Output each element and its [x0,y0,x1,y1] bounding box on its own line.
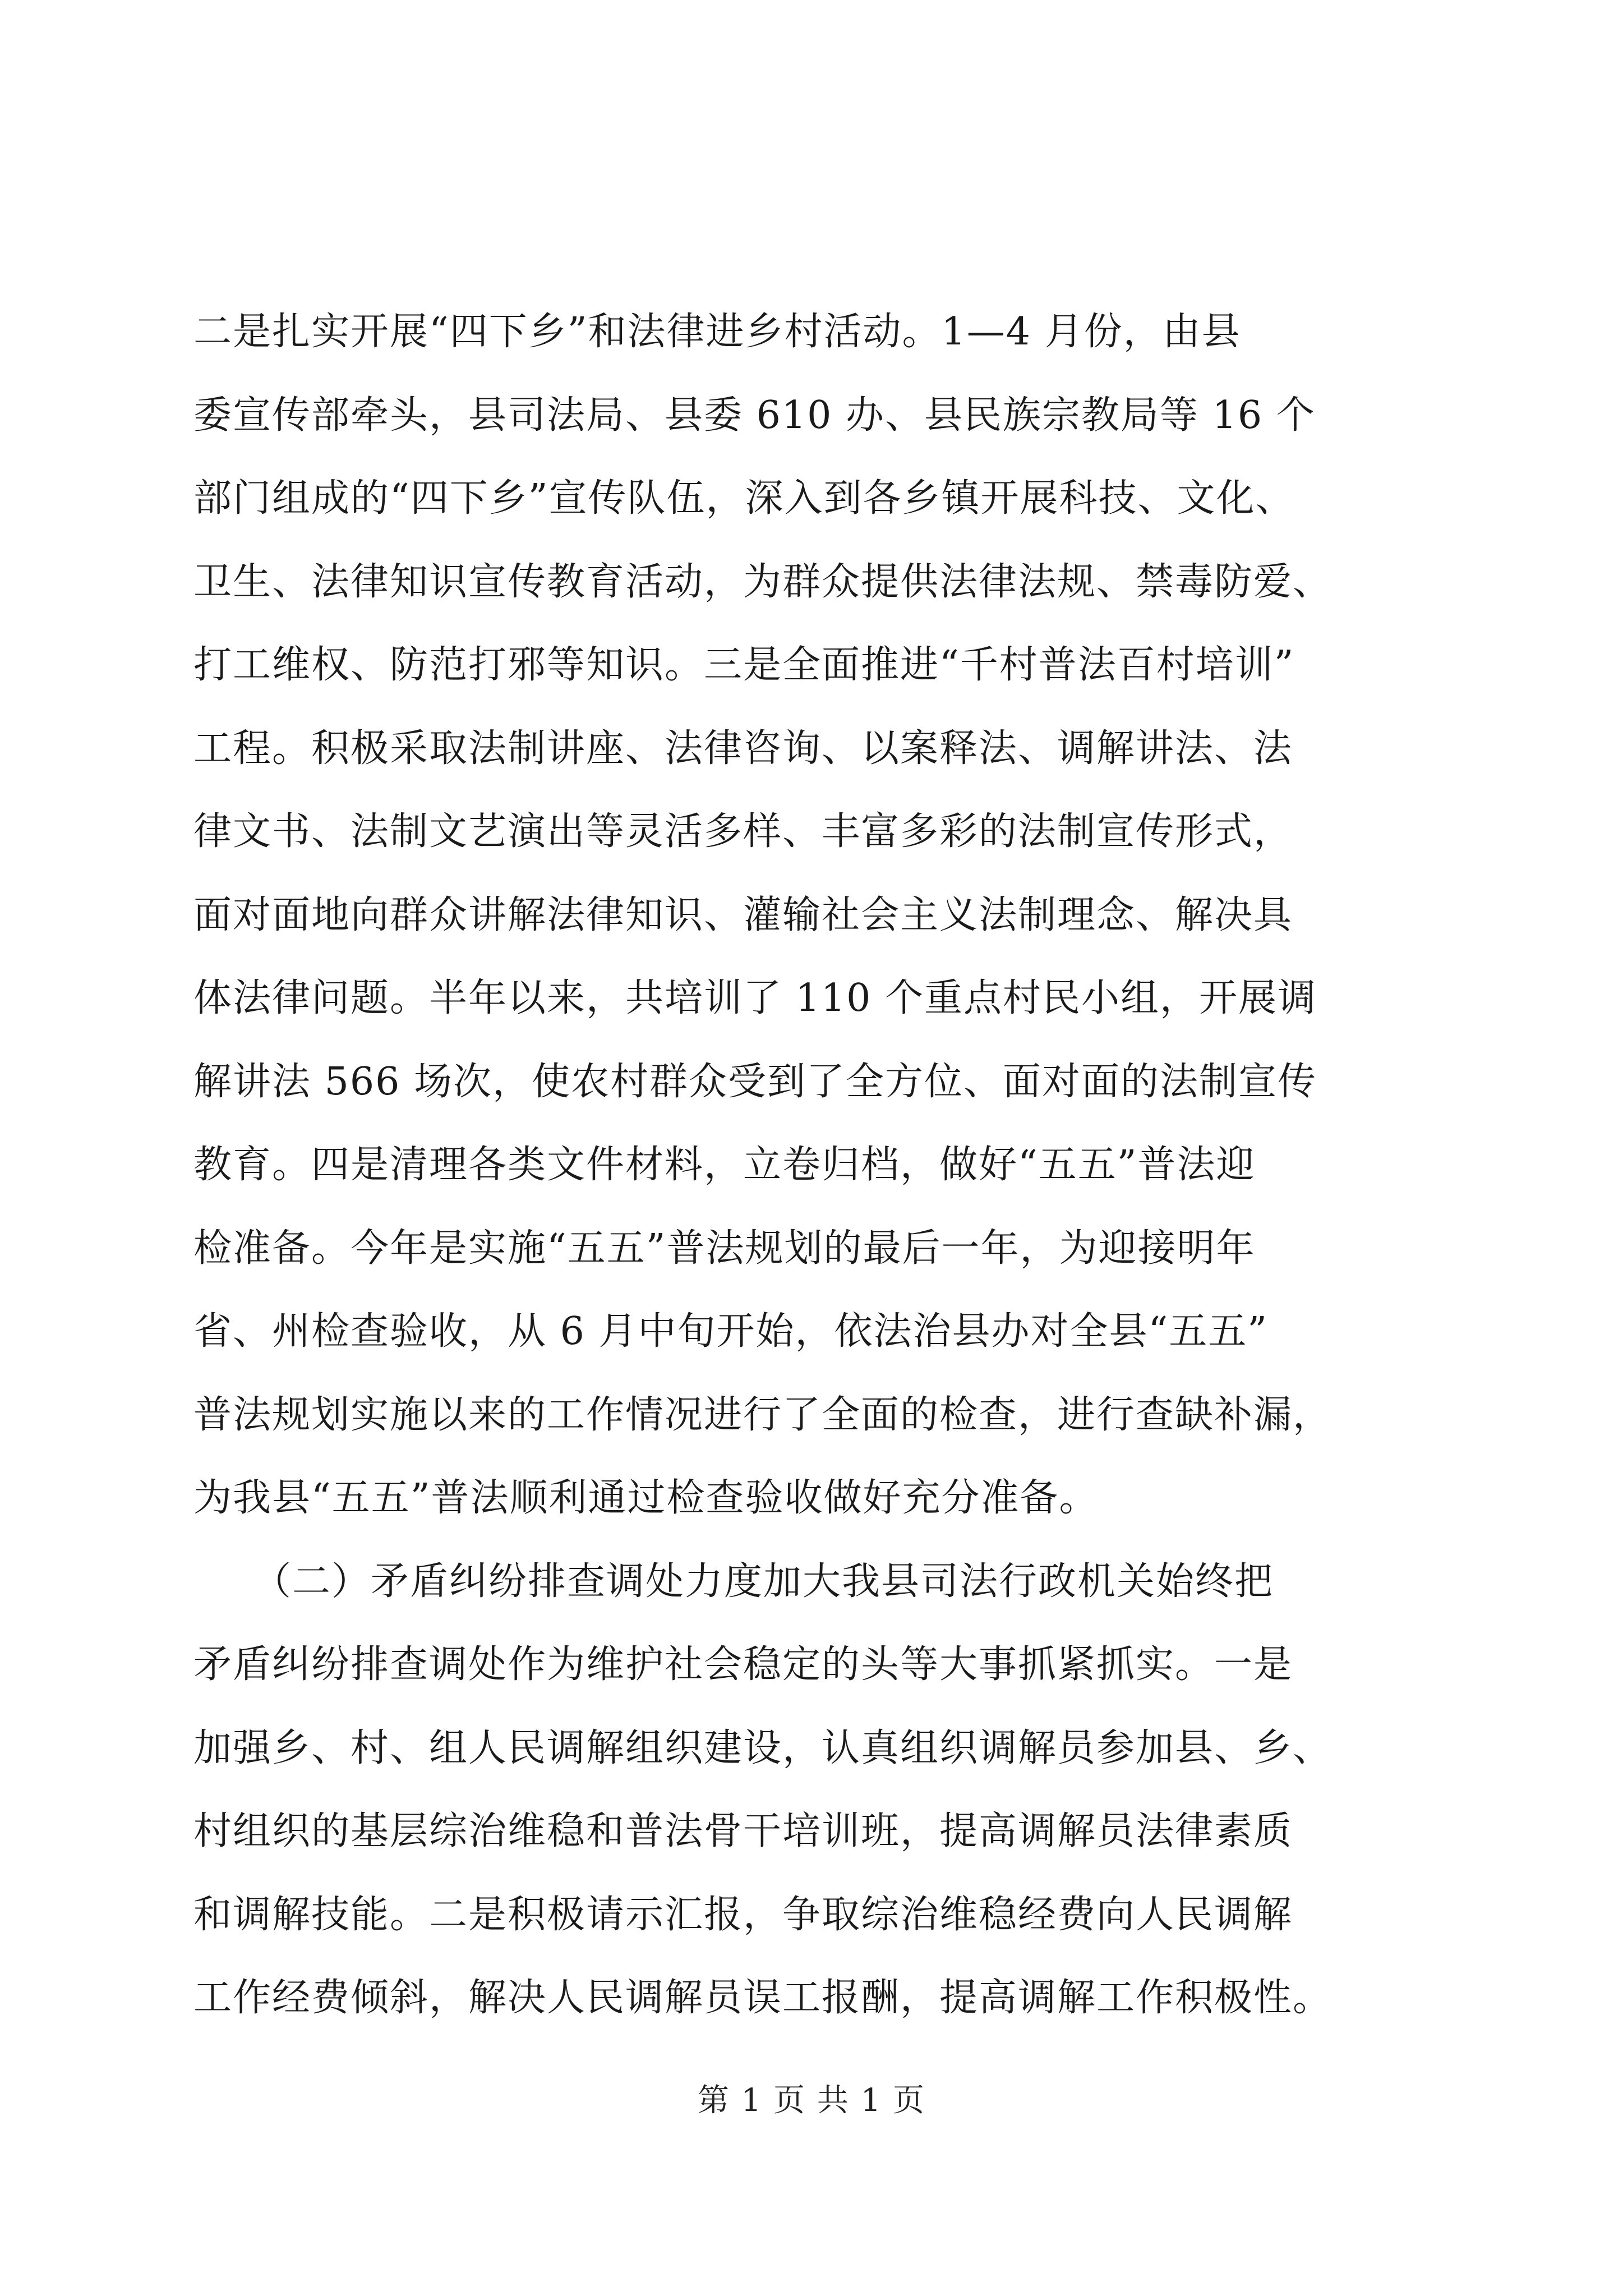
text-line: 解讲法 566 场次，使农村群众受到了全方位、面对面的法制宣传 [193,1059,1317,1104]
text-line: （二）矛盾纠纷排查调处力度加大我县司法行政机关始终把 [193,1559,1274,1604]
text-line: 加强乡、村、组人民调解组织建设，认真组织调解员参加县、乡、 [193,1726,1332,1770]
text-line: 律文书、法制文艺演出等灵活多样、丰富多彩的法制宣传形式， [193,809,1293,854]
body-text [193,291,1427,2040]
text-line: 为我县“五五”普法顺利通过检查验收做好充分准备。 [193,1476,1099,1520]
text-line: 委宣传部牵头，县司法局、县委 610 办、县民族宗教局等 16 个 [193,393,1316,438]
text-line: 工程。积极采取法制讲座、法律咨询、以案释法、调解讲法、法 [193,726,1293,771]
text-line: 省、州检查验收，从 6 月中旬开始，依法治县办对全县“五五” [193,1309,1269,1354]
page-number-footer: 第 1 页 共 1 页 [697,2082,926,2119]
text-line: 矛盾纠纷排查调处作为维护社会稳定的头等大事抓紧抓实。一是 [193,1642,1293,1687]
text-line: 部门组成的“四下乡”宣传队伍，深入到各乡镇开展科技、文化、 [193,476,1295,521]
text-line: 检准备。今年是实施“五五”普法规划的最后一年，为迎接明年 [193,1226,1256,1271]
text-line: 工作经费倾斜，解决人民调解员误工报酬，提高调解工作积极性。 [193,1976,1332,2020]
text-line: 体法律问题。半年以来，共培训了 110 个重点村民小组，开展调 [193,976,1317,1020]
text-line: 二是扎实开展“四下乡”和法律进乡村活动。1—4 月份，由县 [193,310,1241,354]
text-line: 普法规划实施以来的工作情况进行了全面的检查，进行查缺补漏， [193,1392,1332,1437]
text-line: 村组织的基层综治维稳和普法骨干培训班，提高调解员法律素质 [193,1809,1293,1853]
text-line: 和调解技能。二是积极请示汇报，争取综治维稳经费向人民调解 [193,1892,1293,1937]
text-line: 面对面地向群众讲解法律知识、灌输社会主义法制理念、解决具 [193,892,1293,937]
text-line: 打工维权、防范打邪等知识。三是全面推进“千村普法百村培训” [193,643,1295,687]
text-line: 教育。四是清理各类文件材料，立卷归档，做好“五五”普法迎 [193,1143,1256,1187]
text-line: 卫生、法律知识宣传教育活动，为群众提供法律法规、禁毒防爱、 [193,559,1332,604]
